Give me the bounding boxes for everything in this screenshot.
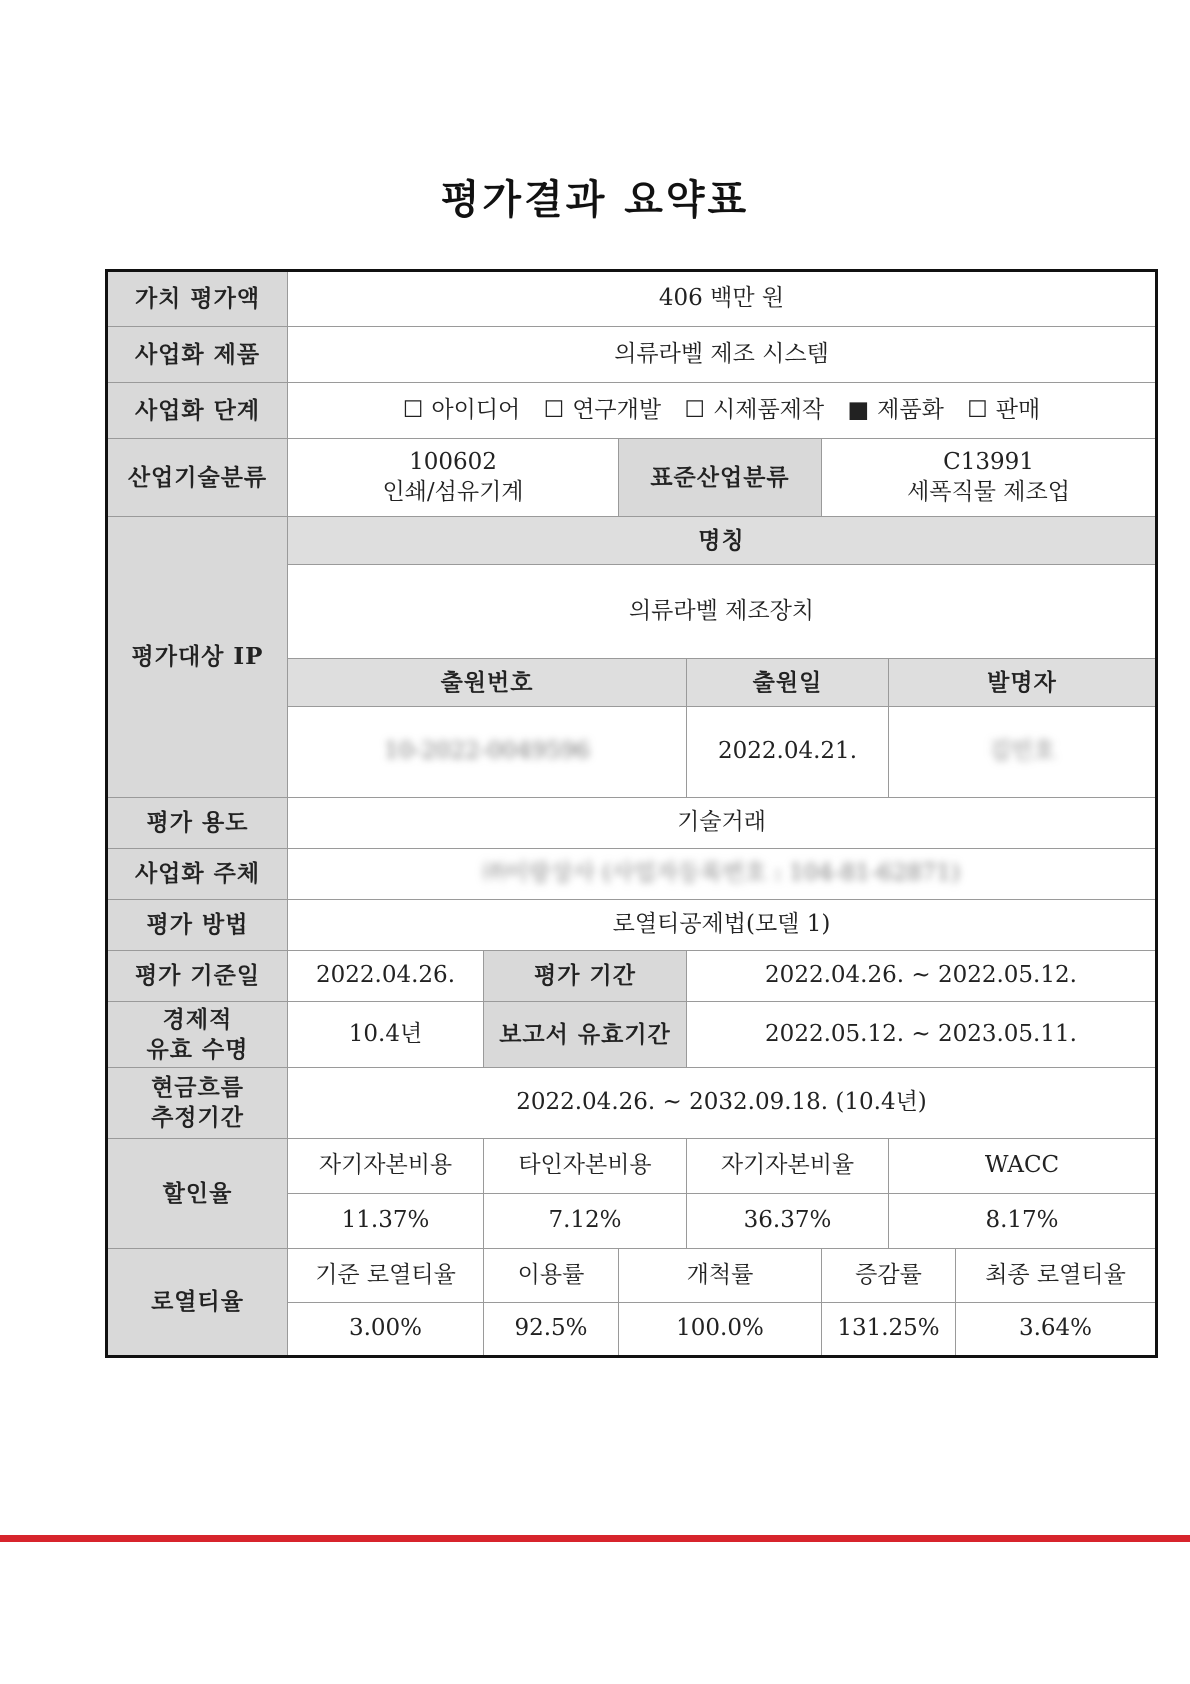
- checkbox-icon: ☐: [967, 396, 988, 423]
- stage-option-label: 연구개발: [572, 396, 662, 423]
- discount-header: 타인자본비용: [484, 1139, 687, 1194]
- discount-label: 할인율: [107, 1139, 288, 1249]
- ip-appdate: 2022.04.21.: [687, 707, 889, 798]
- discount-value: 11.37%: [288, 1194, 484, 1249]
- cashflow-value: 2022.04.26. ~ 2032.09.18. (10.4년): [288, 1068, 1157, 1139]
- ip-appno-header: 출원번호: [288, 659, 687, 707]
- product-value: 의류라벨 제조 시스템: [288, 327, 1157, 383]
- value-label: 가치 평가액: [107, 271, 288, 327]
- discount-value: 7.12%: [484, 1194, 687, 1249]
- royalty-value: 92.5%: [484, 1303, 619, 1357]
- royalty-value: 100.0%: [619, 1303, 822, 1357]
- royalty-header: 기준 로열티율: [288, 1249, 484, 1303]
- life-label-line2: 유효 수명: [146, 1035, 249, 1063]
- purpose-value: 기술거래: [288, 798, 1157, 849]
- footer-divider: [0, 1535, 1190, 1542]
- entity-value: [288, 849, 1157, 900]
- tech-class-code: 100602: [409, 448, 497, 475]
- royalty-label: 로열티율: [107, 1249, 288, 1357]
- entity-label: 사업화 주체: [107, 849, 288, 900]
- stage-option-idea: [403, 397, 521, 423]
- tech-class-name: 인쇄/섬유기계: [382, 478, 524, 505]
- discount-header: 자기자본비용: [288, 1139, 484, 1194]
- tech-class-value: [288, 439, 619, 517]
- discount-header: 자기자본비율: [687, 1139, 889, 1194]
- base-date-label: 평가 기준일: [107, 951, 288, 1002]
- royalty-header: 증감률: [822, 1249, 956, 1303]
- ip-appno: [288, 707, 687, 798]
- row-classification: [107, 439, 1157, 517]
- discount-value: 36.37%: [687, 1194, 889, 1249]
- summary-table: [105, 269, 1158, 1358]
- purpose-label: 평가 용도: [107, 798, 288, 849]
- stage-option-label: 아이디어: [431, 396, 521, 423]
- life-value: 10.4년: [288, 1002, 484, 1068]
- discount-value: 8.17%: [889, 1194, 1157, 1249]
- row-entity: [107, 849, 1157, 900]
- life-label-line1: 경제적: [162, 1005, 233, 1033]
- discount-header: WACC: [889, 1139, 1157, 1194]
- std-class-name: 세폭직물 제조업: [907, 478, 1070, 505]
- stage-option-label: 시제품제작: [713, 396, 825, 423]
- method-label: 평가 방법: [107, 900, 288, 951]
- value-amount: 406 백만 원: [288, 271, 1157, 327]
- product-label: 사업화 제품: [107, 327, 288, 383]
- stage-option-product: [847, 397, 943, 423]
- report-validity-value: 2022.05.12. ~ 2023.05.11.: [687, 1002, 1157, 1068]
- base-date-value: 2022.04.26.: [288, 951, 484, 1002]
- row-life: [107, 1002, 1157, 1068]
- entity-text: ㈜이랑상사 (사업자등록번호 : 104-81-62871): [483, 860, 960, 887]
- checkbox-icon: ☐: [402, 396, 424, 423]
- ip-inventor-text: 김민호: [988, 738, 1056, 765]
- row-stage: [107, 383, 1157, 439]
- period-value: 2022.04.26. ~ 2022.05.12.: [687, 951, 1157, 1002]
- ip-name-header: 명칭: [288, 517, 1157, 565]
- row-ip-name-header: [107, 517, 1157, 565]
- row-purpose: [107, 798, 1157, 849]
- page-title: 평가결과 요약표: [440, 176, 750, 223]
- stage-label: 사업화 단계: [107, 383, 288, 439]
- royalty-value: 3.64%: [956, 1303, 1157, 1357]
- royalty-value: 3.00%: [288, 1303, 484, 1357]
- checkbox-checked-icon: ■: [847, 396, 870, 423]
- royalty-header: 개척률: [619, 1249, 822, 1303]
- period-label: 평가 기간: [484, 951, 687, 1002]
- ip-inventor: [889, 707, 1157, 798]
- ip-inventor-header: 발명자: [889, 659, 1157, 707]
- ip-name: 의류라벨 제조장치: [288, 565, 1157, 659]
- life-label: [107, 1002, 288, 1068]
- std-class-code: C13991: [943, 448, 1034, 475]
- ip-appdate-header: 출원일: [687, 659, 889, 707]
- row-discount-headers: [107, 1139, 1157, 1194]
- stage-option-prototype: [684, 397, 824, 423]
- row-cashflow: [107, 1068, 1157, 1139]
- stage-options: [288, 383, 1157, 439]
- stage-option-label: 판매: [995, 396, 1041, 423]
- royalty-value: 131.25%: [822, 1303, 956, 1357]
- stage-option-label: 제품화: [877, 396, 944, 423]
- row-product: [107, 327, 1157, 383]
- method-value: 로열티공제법(모델 1): [288, 900, 1157, 951]
- cashflow-label: [107, 1068, 288, 1139]
- tech-class-label: 산업기술분류: [107, 439, 288, 517]
- ip-appno-text: 10-2022-0049596: [384, 738, 590, 765]
- row-royalty-headers: [107, 1249, 1157, 1303]
- checkbox-icon: ☐: [543, 396, 565, 423]
- stage-option-rnd: [544, 397, 662, 423]
- royalty-header: 최종 로열티율: [956, 1249, 1157, 1303]
- row-dates: [107, 951, 1157, 1002]
- stage-option-sales: [967, 397, 1040, 423]
- row-method: [107, 900, 1157, 951]
- royalty-header: 이용률: [484, 1249, 619, 1303]
- row-value: [107, 271, 1157, 327]
- std-class-label: 표준산업분류: [619, 439, 822, 517]
- checkbox-icon: ☐: [684, 396, 706, 423]
- cashflow-label-line1: 현금흐름: [151, 1074, 244, 1102]
- ip-label: 평가대상 IP: [107, 517, 288, 798]
- report-validity-label: 보고서 유효기간: [484, 1002, 687, 1068]
- std-class-value: [822, 439, 1157, 517]
- cashflow-label-line2: 추정기간: [151, 1104, 244, 1131]
